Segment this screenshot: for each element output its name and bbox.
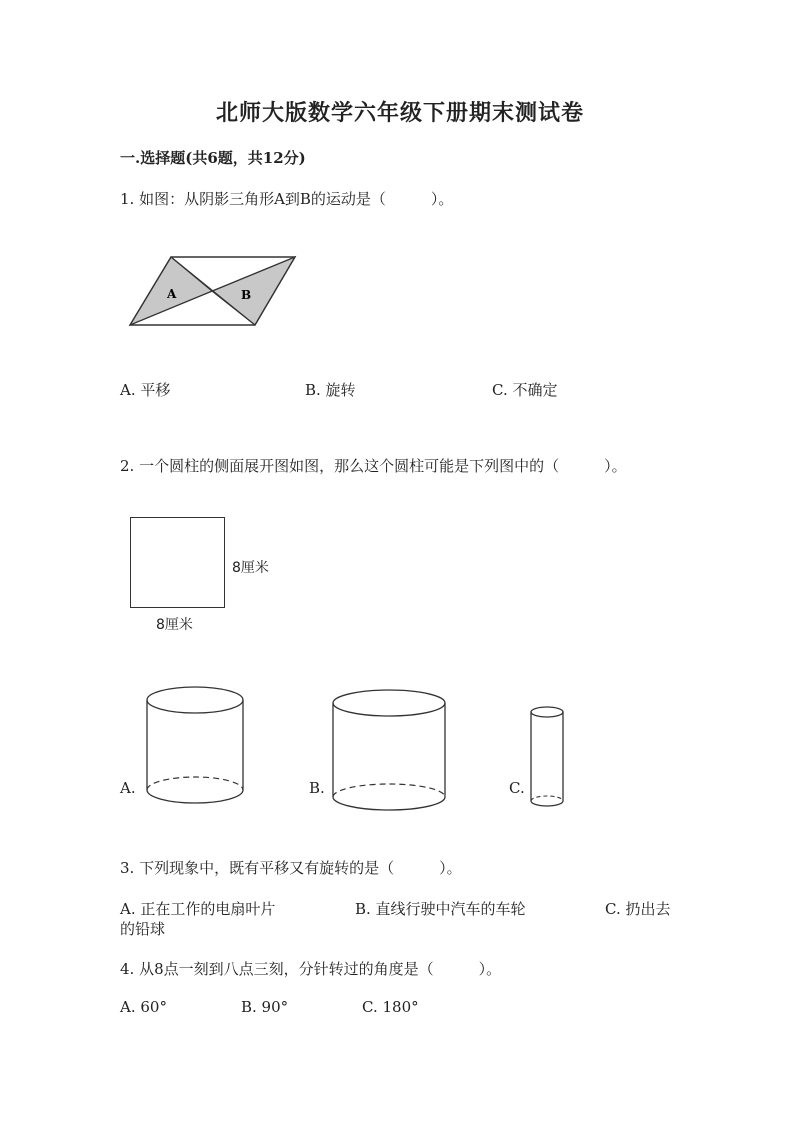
square-bottom-label: 8厘米 — [156, 617, 193, 633]
q4-option-a[interactable]: A. 60° — [120, 998, 167, 1016]
cylinder-c — [531, 707, 563, 806]
q2-option-b[interactable]: B. — [309, 779, 325, 797]
question-3-stem: 3. 下列现象中，既有平移又有旋转的是（ ）。 — [120, 859, 462, 877]
label-a: A — [167, 287, 177, 301]
q3-option-a[interactable]: A. 正在工作的电扇叶片 — [120, 900, 276, 918]
q1-option-a[interactable]: A. 平移 — [120, 381, 171, 399]
section-heading: 一.选择题(共6题，共12分) — [120, 149, 306, 167]
q2-option-a[interactable]: A. — [120, 779, 136, 797]
q1-option-c[interactable]: C. 不确定 — [492, 381, 558, 399]
question-2-stem: 2. 一个圆柱的侧面展开图如图，那么这个圆柱可能是下列图中的（ ）。 — [120, 457, 627, 475]
q2-option-c[interactable]: C. — [509, 779, 525, 797]
question-4-stem: 4. 从8点一刻到八点三刻，分针转过的角度是（ ）。 — [120, 960, 502, 978]
cylinder-b — [333, 690, 445, 810]
q3-option-b[interactable]: B. 直线行驶中汽车的车轮 — [355, 900, 526, 918]
q3-option-c[interactable]: C. 扔出去 — [605, 900, 671, 918]
q4-option-b[interactable]: B. 90° — [241, 998, 289, 1016]
q3-option-c-continuation: 的铅球 — [120, 920, 166, 938]
square-side-label: 8厘米 — [232, 560, 269, 576]
label-b: B — [241, 288, 252, 302]
question-1-stem: 1. 如图：从阴影三角形A到B的运动是（ ）。 — [120, 190, 454, 208]
q1-option-b[interactable]: B. 旋转 — [305, 381, 356, 399]
page-title: 北师大版数学六年级下册期末测试卷 — [215, 100, 584, 126]
q4-option-c[interactable]: C. 180° — [362, 998, 419, 1016]
cylinder-a — [147, 687, 243, 803]
